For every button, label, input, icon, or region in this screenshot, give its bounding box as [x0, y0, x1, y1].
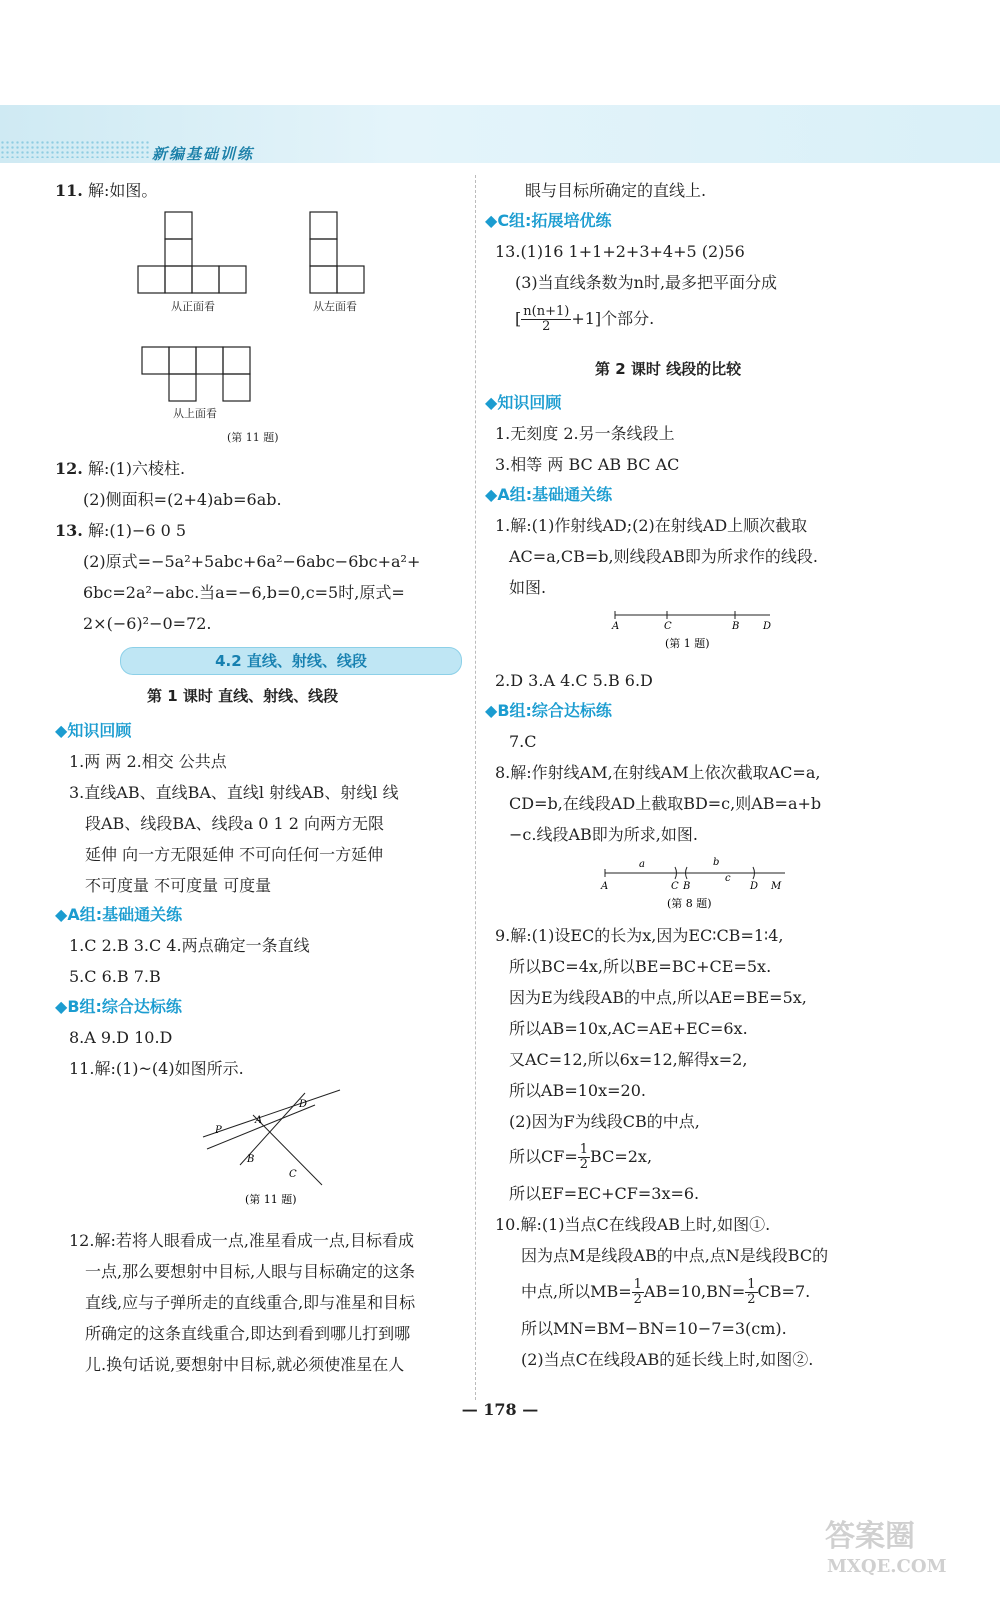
q11-figure — [135, 207, 395, 457]
fig8-label-c: c — [725, 873, 731, 884]
header-title: 新编基础训练 — [152, 145, 255, 163]
q11b-caption: (第 11 题) — [245, 1193, 297, 1205]
fig1-label-D: D — [763, 621, 772, 632]
q12b-line2: 一点,那么要想射中目标,人眼与目标确定的这条 — [85, 1262, 416, 1281]
fig1-label-A: A — [612, 621, 620, 632]
front-view — [138, 212, 246, 293]
b9-line7: (2)因为F为线段CB的中点, — [509, 1112, 700, 1131]
b9-line5: 又AC=12,所以6x=12,解得x=2, — [509, 1050, 748, 1069]
review-3-line3: 延伸 向一方无限延伸 不可向任何一方延伸 — [85, 845, 384, 864]
a2-line: 2.D 3.A 4.C 5.B 6.D — [495, 671, 653, 690]
b9-line6: 所以AB=10x=20. — [509, 1081, 646, 1100]
a1-line2: AC=a,CB=b,则线段AB即为所求作的线段. — [509, 547, 818, 566]
heading-group-a-2: ◆A组:基础通关练 — [485, 485, 613, 504]
fig8-label-b: b — [713, 857, 720, 868]
b10-line2: 因为点M是线段AB的中点,点N是线段BC的 — [521, 1246, 829, 1265]
point-label-B: B — [247, 1154, 255, 1165]
b9-line3: 因为E为线段AB的中点,所以AE=BE=5x, — [509, 988, 807, 1007]
fig1-label-B: B — [732, 621, 740, 632]
point-label-P: P — [215, 1125, 222, 1136]
q12b-line3: 直线,应与子弹所走的直线重合,即与准星和目标 — [85, 1293, 416, 1312]
b8-line3: −c.线段AB即为所求,如图. — [509, 825, 698, 844]
top-view — [142, 347, 250, 401]
group-a-line1: 1.C 2.B 3.C 4.两点确定一条直线 — [69, 936, 310, 955]
q12b-line4: 所确定的这条直线重合,即达到看到哪儿打到哪 — [85, 1324, 411, 1343]
c13-line2: (3)当直线条数为n时,最多把平面分成 — [515, 273, 778, 292]
header-band — [0, 105, 1000, 163]
c13-line3: [ $\frac{n(n+1)}{2}$ +1]个部分. — [515, 304, 655, 334]
b7: 7.C — [509, 732, 537, 751]
review2-3: 3.相等 两 BC AB BC AC — [495, 455, 680, 474]
left-view — [310, 212, 364, 293]
b9-line9: 所以EF=EC+CF=3x=6. — [509, 1184, 700, 1203]
heading-group-b-2: ◆B组:综合达标练 — [485, 701, 612, 720]
q12b-line1: 12.解:若将人眼看成一点,准星看成一点,目标看成 — [69, 1231, 415, 1250]
section-banner: 4.2 直线、射线、线段 — [120, 647, 462, 675]
fig1-caption: (第 1 题) — [665, 637, 710, 650]
review-3-line2: 段AB、线段BA、线段a 0 1 2 向两方无限 — [85, 814, 385, 833]
q12-line2: (2)侧面积=(2+4)ab=6ab. — [83, 490, 282, 509]
a1-line3: 如图. — [509, 578, 547, 597]
review-3-line4: 不可度量 不可度量 可度量 — [85, 876, 272, 895]
q13-line1: 13. 解:(1)−6 0 5 — [55, 521, 187, 540]
b9-line2: 所以BC=4x,所以BE=BC+CE=5x. — [509, 957, 772, 976]
page-number: — 178 — — [461, 1400, 539, 1419]
fig8 — [595, 853, 795, 913]
continuation: 眼与目标所确定的直线上. — [525, 181, 707, 200]
b10-line1: 10.解:(1)当点C在线段AB上时,如图①. — [495, 1215, 771, 1234]
fig1 — [605, 603, 785, 653]
top-view-label: 从上面看 — [173, 407, 217, 420]
review2-1: 1.无刻度 2.另一条线段上 — [495, 424, 675, 443]
group-a-line2: 5.C 6.B 7.B — [69, 967, 161, 986]
b8-line1: 8.解:作射线AM,在射线AM上依次截取AC=a, — [495, 763, 821, 782]
fig8-label-B: B — [683, 881, 691, 892]
b10-line3: 中点,所以MB= $\frac{1}{2}$ AB=10,BN= $\frac{1}{2}$ CB=7. — [521, 1277, 811, 1307]
header-dots — [0, 140, 150, 158]
svg-text:答案圈: 答案圈 — [825, 1519, 915, 1554]
q11b-figure — [195, 1085, 355, 1205]
group-b-line1: 8.A 9.D 10.D — [69, 1028, 173, 1047]
c13-line1: 13.(1)16 1+1+2+3+4+5 (2)56 — [495, 242, 745, 261]
fig1-label-C: C — [664, 621, 672, 632]
q13-line4: 2×(−6)²−0=72. — [83, 614, 212, 633]
b9-line4: 所以AB=10x,AC=AE+EC=6x. — [509, 1019, 748, 1038]
column-divider — [475, 175, 476, 1400]
q12b-line5: 儿.换句话说,要想射中目标,就必须使准星在人 — [85, 1355, 405, 1374]
fig8-label-C: C — [671, 881, 679, 892]
svg-text:MXQE.COM: MXQE.COM — [827, 1556, 947, 1577]
q12-line1: 12. 解:(1)六棱柱. — [55, 459, 186, 478]
review-3-line1: 3.直线AB、直线BA、直线l 射线AB、射线l 线 — [69, 783, 399, 802]
fig8-label-A: A — [601, 881, 609, 892]
fig8-label-M: M — [771, 881, 782, 892]
fig8-label-a: a — [639, 859, 645, 870]
point-label-A: A — [255, 1115, 263, 1126]
point-label-D: D — [299, 1099, 308, 1110]
b8-line2: CD=b,在线段AD上截取BD=c,则AB=a+b — [509, 794, 822, 813]
q11: 11. 解:如图。 — [55, 181, 158, 200]
a1-line1: 1.解:(1)作射线AD;(2)在射线AD上顺次截取 — [495, 516, 808, 535]
b10-line4: 所以MN=BM−BN=10−7=3(cm). — [521, 1319, 787, 1338]
heading-group-b: ◆B组:综合达标练 — [55, 997, 182, 1016]
fig8-caption: (第 8 题) — [667, 897, 712, 910]
left-view-label: 从左面看 — [313, 300, 357, 313]
lesson-2-title: 第 2 课时 线段的比较 — [595, 360, 742, 378]
q13-line2: (2)原式=−5a²+5abc+6a²−6abc−6bc+a²+ — [83, 552, 421, 571]
q11b: 11.解:(1)~(4)如图所示. — [69, 1059, 244, 1078]
heading-group-c: ◆C组:拓展培优练 — [485, 211, 612, 230]
q13-line3: 6bc=2a²−abc.当a=−6,b=0,c=5时,原式= — [83, 583, 405, 602]
front-view-label: 从正面看 — [171, 300, 215, 313]
lesson-1-title: 第 1 课时 直线、射线、线段 — [147, 687, 339, 705]
heading-review-2: ◆知识回顾 — [485, 393, 562, 412]
q11-caption: (第 11 题) — [227, 431, 279, 444]
b9-line1: 9.解:(1)设EC的长为x,因为EC∶CB=1∶4, — [495, 926, 784, 945]
b9-line8: 所以CF= $\frac{1}{2}$ BC=2x, — [509, 1142, 653, 1172]
heading-review: ◆知识回顾 — [55, 721, 132, 740]
heading-group-a: ◆A组:基础通关练 — [55, 905, 183, 924]
point-label-C: C — [289, 1169, 297, 1180]
watermark-logo — [815, 1510, 975, 1580]
b10-line5: (2)当点C在线段AB的延长线上时,如图②. — [521, 1350, 814, 1369]
fig8-label-D: D — [750, 881, 759, 892]
review-1: 1.两 两 2.相交 公共点 — [69, 752, 227, 771]
